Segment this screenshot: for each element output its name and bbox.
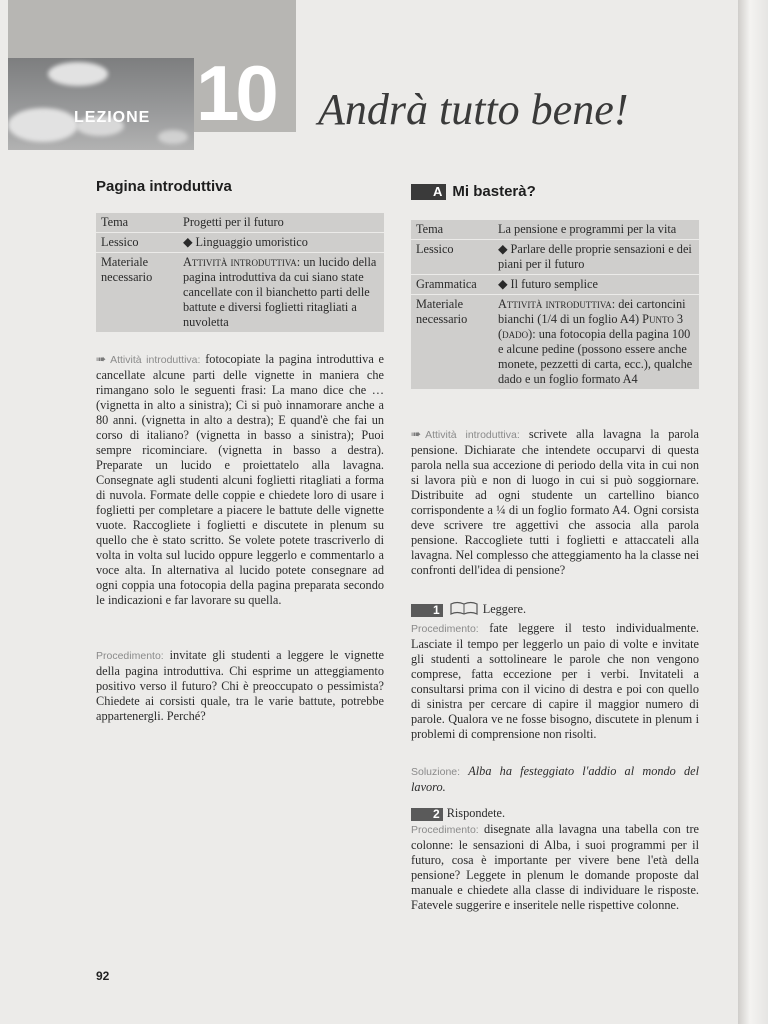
arrow-icon: ➠ — [96, 352, 107, 366]
table-value: ◆ Parlare delle proprie sensazioni e dei piani per il futuro — [493, 240, 699, 275]
step-title: Leggere. — [482, 601, 527, 616]
sky-photo — [8, 58, 194, 150]
step-2 — [411, 806, 699, 913]
right-activity — [411, 427, 699, 578]
table-key: Materiale necessario — [411, 295, 493, 390]
value-text: : una fotocopia della pagina 100 e alcune pedine (possono essere anche monete, pezzetti di carta, ecc.), qualche dado e un foglio formato A4 — [498, 327, 693, 386]
left-info-table — [96, 213, 384, 333]
right-heading-text: Mi basterà? — [452, 183, 536, 200]
value-smallcaps: Punto 3 (dado) — [498, 312, 684, 341]
table-key: Tema — [96, 213, 178, 233]
right-info-table — [411, 220, 699, 390]
table-key: Tema — [411, 220, 493, 240]
table-value: ◆ Il futuro semplice — [493, 275, 699, 295]
step-1 — [411, 600, 699, 742]
activity-text: scrivete alla lavagna la parola pensione. Dichiarate che intendete occuparvi di questa parola nella sua accezione di periodo della vita in cui non si lavora più e non di luogo in cui si può soggiornare. Distribuite ad ogni studente un cartellino bianco corrispondente a ¼ di un foglio formato A4. Ogni corsista deve scrivere tre aggettivi che associa alla parola pensione. Raccogliete tutti i foglietti e attaccateli alla lavagna. Nel complesso che atteggiamento ha la classe nei confronti dell'idea di pensione? — [411, 427, 699, 577]
solution — [411, 764, 699, 795]
page-edge — [738, 0, 768, 1024]
activity-label: Attività introduttiva: — [110, 354, 201, 366]
table-value: La pensione e programmi per la vita — [493, 220, 699, 240]
table-value — [178, 253, 384, 333]
lesson-title: Andrà tutto bene! — [318, 85, 629, 134]
value-text: : un lucido della pagina introduttiva da cui siano state cancellate con il bianchetto parti delle battute e diversi foglietti ritagliati a nuvoletta — [183, 255, 377, 329]
procedure-text: invitate gli studenti a leggere le vignette della pagina introduttiva. Chi esprime un atteggiamento positivo verso il futuro? Chi è preoccupato o pessimista? Chiedete ai corsisti quale, tra le varie battute, potrebbe appartenergli. Perché? — [96, 648, 385, 723]
procedure-label: Procedimento: — [96, 650, 164, 662]
table-key: Grammatica — [411, 275, 493, 295]
step-1-header — [411, 600, 699, 620]
procedure-label: Procedimento: — [411, 824, 479, 836]
value-text: : dei cartoncini bianchi (1/4 di un foglio A4) — [498, 297, 686, 326]
table-row — [411, 275, 699, 295]
table-row — [96, 213, 384, 233]
table-row — [411, 295, 699, 390]
procedure-label: Procedimento: — [411, 623, 479, 635]
step-2-header — [411, 806, 699, 821]
arrow-icon: ➠ — [411, 427, 422, 441]
table-row — [96, 253, 384, 333]
value-smallcaps: Attività introduttiva — [183, 255, 297, 269]
right-heading — [411, 183, 536, 200]
step-title: Rispondete. — [446, 806, 506, 820]
table-value — [493, 295, 699, 390]
solution-text: Alba ha festeggiato l'addio al mondo del lavoro. — [411, 764, 700, 794]
table-key: Lessico — [411, 240, 493, 275]
left-activity — [96, 352, 384, 608]
page-number: 92 — [96, 969, 110, 983]
value-smallcaps: Attività introduttiva — [498, 297, 612, 311]
activity-label: Attività introduttiva: — [425, 429, 520, 441]
activity-text: fotocopiate la pagina introduttiva e cancellate alcune parti delle vignette in maniera che rimangano solo le seguenti frasi: La mano dice che … (vignetta in alto a sinistra); Ci si può innamorare anche a 80 anni. (vignetta in alto a destra); E quand'è che fai un corso di italiano? (vignetta in basso a sinistra); Puoi sempre ricominciare. (vignetta in basso a destra). Preparate un lucido e proiettatelo alla lavagna. Consegnate agli studenti alcuni foglietti ritagliati a forma di nuvola. Formate delle coppie e chiedete loro di usare i foglietti per completare a piacere le battute delle vignette vuote. Raccogliete i foglietti e discutete in plenum su quello che è stato scritto. Se volete potete trascriverlo di volta in volta sul lucido oppure leggerlo e commentarlo a voce alta. In alternativa al lucido potete consegnare ad ogni coppia una fotocopia della pagina preparata secondo le indicazioni e far lavorare su quella. — [96, 352, 384, 607]
solution-label: Soluzione: — [411, 766, 461, 778]
step-number-badge: 2 — [411, 808, 443, 821]
step-number-badge: 1 — [411, 604, 443, 617]
procedure-text: fate leggere il testo individualmente. Lasciate il tempo per leggerlo un paio di volte e invitate gli studenti a sottolineare le parole che non vengono comprese, fatta eccezione per i verbi. Invitateli a consultarsi prima con il vicino di destra e poi con quello di sinistra per cercare di capire il maggior numero di parole. Qualora ve ne fosse bisogno, discutete in plenum i problemi di comprensione non risolti. — [411, 621, 699, 741]
book-icon — [449, 600, 479, 620]
left-heading: Pagina introduttiva — [96, 178, 232, 195]
table-value: ◆ Linguaggio umoristico — [178, 233, 384, 253]
table-row — [411, 240, 699, 275]
lesson-number: 10 — [196, 49, 275, 137]
lesson-label: LEZIONE — [74, 109, 151, 126]
table-row — [411, 220, 699, 240]
table-key: Lessico — [96, 233, 178, 253]
left-procedure — [96, 648, 384, 724]
section-letter-badge: A — [411, 184, 446, 200]
table-key: Materiale necessario — [96, 253, 178, 333]
procedure-text: disegnate alla lavagna una tabella con tre colonne: le sensazioni di Alba, i suoi programmi per il futuro, cosa è importante per vivere bene l'età della pensione? Leggete in plenum le domande proposte dal manuale e chiedete alla classe di individuare le risposte. Fatevele suggerire e inseritele nelle rispettive colonne. — [411, 822, 699, 912]
table-row — [96, 233, 384, 253]
table-value: Progetti per il futuro — [178, 213, 384, 233]
